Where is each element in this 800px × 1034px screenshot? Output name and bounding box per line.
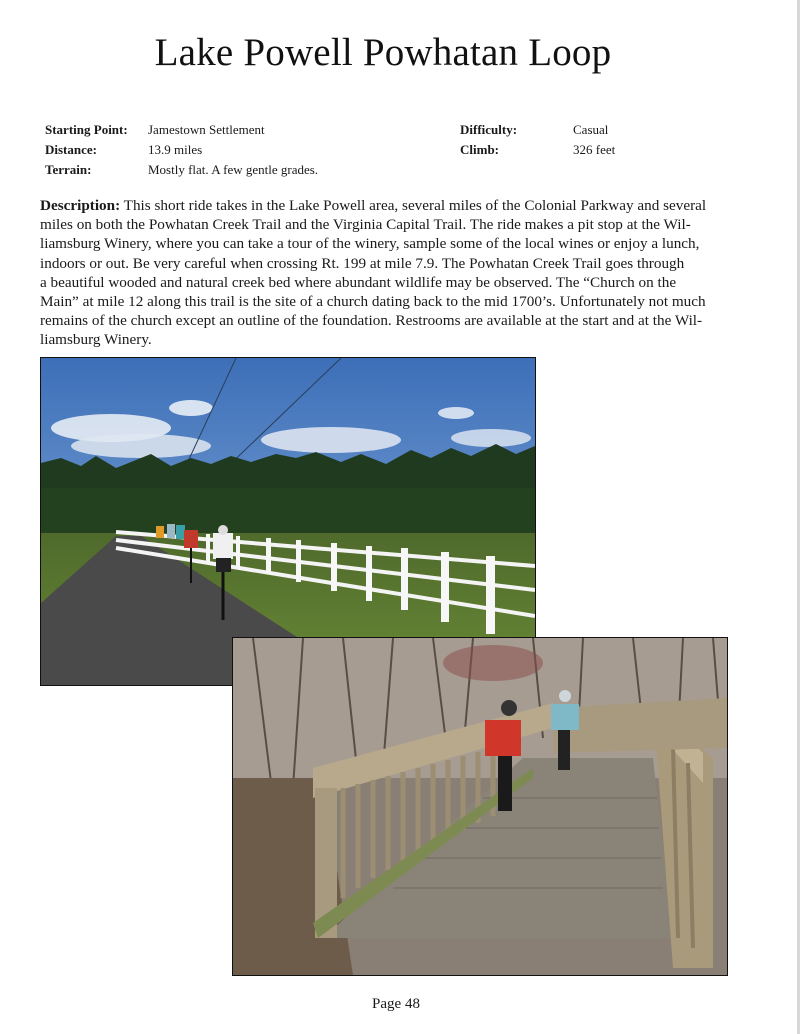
- climb-label: Climb:: [460, 142, 499, 157]
- terrain-row: [45, 160, 91, 180]
- description-line: liamsburg Winery, where you can take a tour of the winery, sample some of the local wines or enjoy a lunch,: [40, 235, 700, 253]
- page-number: Page 48: [372, 996, 420, 1012]
- difficulty-value: Casual: [573, 122, 609, 137]
- description-line: remains of the church except an outline of the foundation. Restrooms are available at the start and at the Wil-: [40, 312, 703, 330]
- description-line: a beautiful wooded and natural creek bed where abundant wildlife may be observed. The “Church on the: [40, 273, 677, 291]
- distance-label: Distance:: [45, 142, 97, 157]
- cyclists-bridge-illustration: [233, 638, 727, 975]
- terrain-label: Terrain:: [45, 162, 92, 177]
- climb-value: 326 feet: [573, 142, 616, 157]
- climb-row: [460, 140, 499, 160]
- description-paragraph: [40, 196, 730, 350]
- page-title: Lake Powell Powhatan Loop: [154, 31, 612, 74]
- difficulty-row: [460, 120, 517, 140]
- distance-row: [45, 140, 97, 160]
- terrain-value: Mostly flat. A few gentle grades.: [148, 162, 319, 177]
- description-label: Description:: [40, 197, 121, 214]
- distance-value: 13.9 miles: [148, 142, 203, 157]
- difficulty-label: Difficulty:: [460, 122, 518, 137]
- description-line: liamsburg Winery.: [40, 331, 152, 349]
- description-line: miles on both the Powhatan Creek Trail and the Virginia Capital Trail. The ride makes a pit stop at the Wil-: [40, 216, 691, 234]
- description-line: indoors or out. Be very careful when crossing Rt. 199 at mile 7.9. The Powhatan Creek Trail goes through: [40, 254, 685, 272]
- starting-point-label: Starting Point:: [45, 122, 128, 137]
- cyclists-bridge-photo: [232, 637, 728, 976]
- cyclists-road-illustration: [41, 358, 535, 685]
- starting-point-row: [45, 120, 128, 140]
- description-line: Main” at mile 12 along this trail is the site of a church dating back to the mid 1700’s. Unfortunately not much: [40, 293, 706, 311]
- starting-point-value: Jamestown Settlement: [148, 122, 265, 137]
- description-text: This short ride takes in the Lake Powell area, several miles of the Colonial Parkway and several: [120, 197, 707, 214]
- description-line: [40, 196, 730, 215]
